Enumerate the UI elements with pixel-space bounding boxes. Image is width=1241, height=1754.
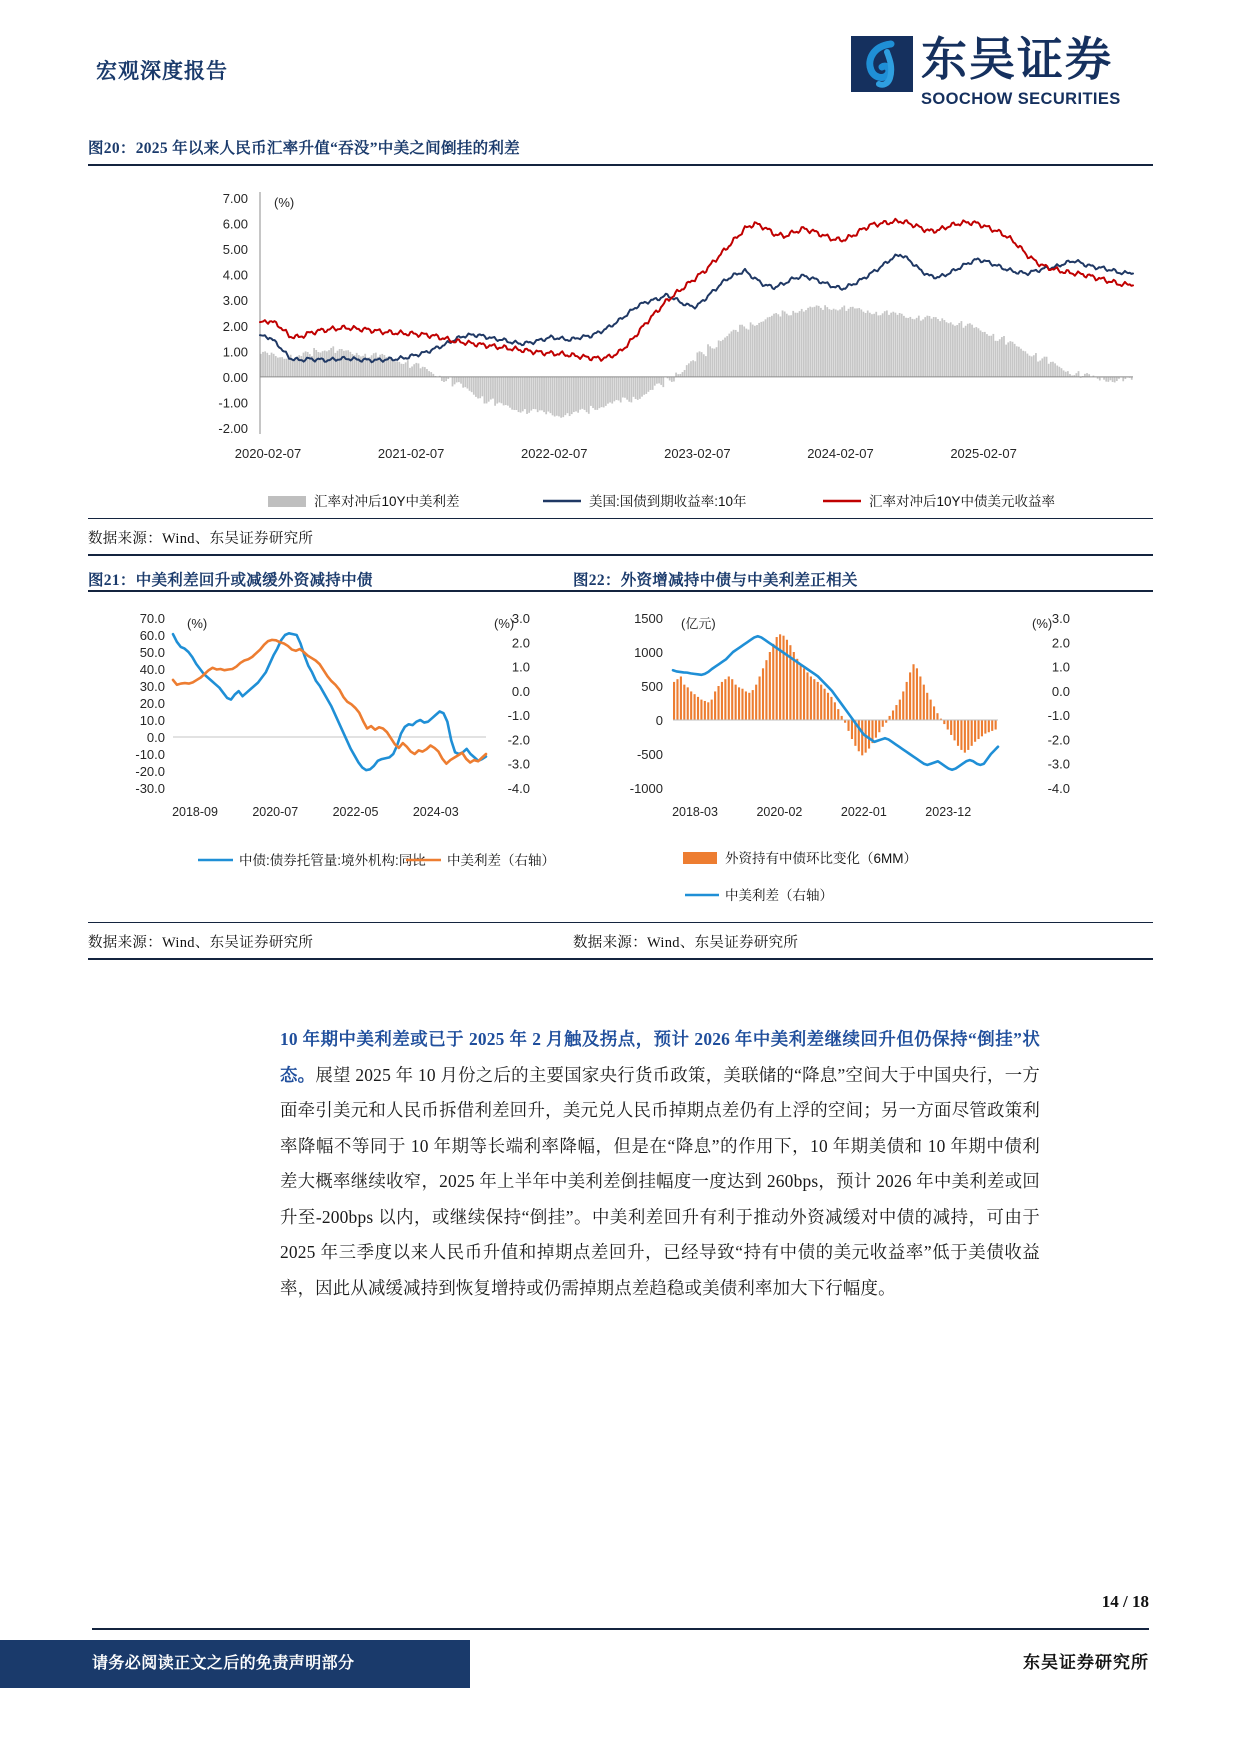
- svg-text:2023-12: 2023-12: [925, 805, 972, 819]
- svg-text:2022-02-07: 2022-02-07: [520, 446, 588, 461]
- svg-text:美国:国债到期收益率:10年: 美国:国债到期收益率:10年: [589, 494, 747, 509]
- figure-20-close-rule: [88, 554, 1153, 556]
- logo-swirl-icon: [857, 38, 909, 90]
- page-header: [0, 0, 1241, 122]
- svg-text:(%): (%): [1032, 616, 1053, 631]
- svg-text:30.0: 30.0: [139, 679, 165, 694]
- figure-21-bottom-rule: [88, 922, 580, 923]
- svg-text:-2.0: -2.0: [1047, 732, 1070, 748]
- company-logo: [851, 36, 1151, 110]
- svg-text:-10.0: -10.0: [135, 747, 165, 762]
- svg-text:10.0: 10.0: [139, 713, 165, 728]
- svg-text:-3.0: -3.0: [507, 756, 530, 772]
- svg-text:0.00: 0.00: [222, 369, 248, 385]
- svg-text:2025-02-07: 2025-02-07: [950, 446, 1017, 461]
- logo-english-name: SOOCHOW SECURITIES: [921, 90, 1121, 108]
- svg-text:60.0: 60.0: [139, 628, 165, 643]
- chart-22-svg: [573, 592, 1153, 922]
- svg-text:中美利差（右轴）: 中美利差（右轴）: [447, 853, 555, 868]
- figure-22-close-rule: [573, 958, 1153, 960]
- svg-text:汇率对冲后10Y中债美元收益率: 汇率对冲后10Y中债美元收益率: [869, 494, 1056, 509]
- figure-21: [88, 568, 580, 960]
- svg-text:0.0: 0.0: [146, 730, 165, 745]
- svg-text:2020-02: 2020-02: [756, 805, 803, 819]
- svg-text:2.00: 2.00: [222, 318, 248, 334]
- svg-text:2024-02-07: 2024-02-07: [807, 446, 874, 461]
- figure-22: [573, 568, 1153, 960]
- svg-text:2018-03: 2018-03: [672, 805, 718, 819]
- svg-text:-1.0: -1.0: [1047, 708, 1070, 724]
- svg-text:20.0: 20.0: [139, 696, 165, 711]
- figure-22-title: 图22：外资增减持中债与中美利差正相关: [573, 572, 858, 589]
- footer-disclaimer-text: 请务必阅读正文之后的免责声明部分: [92, 1655, 355, 1672]
- svg-text:-2.0: -2.0: [507, 732, 530, 748]
- svg-text:2021-02-07: 2021-02-07: [377, 446, 445, 461]
- logo-chinese-name: 东吴证券: [921, 34, 1113, 85]
- chart-20-svg: [88, 166, 1153, 518]
- figure-22-chart: [573, 592, 1153, 922]
- body-paragraph: [280, 1022, 1040, 1306]
- svg-text:2022-05: 2022-05: [332, 805, 379, 819]
- figure-21-title: 图21：中美利差回升或减缓外资减持中债: [88, 572, 373, 589]
- svg-text:2018-09: 2018-09: [172, 805, 218, 819]
- logo-mark-icon: [851, 36, 913, 92]
- svg-text:(%): (%): [494, 616, 515, 631]
- figure-20-title: 图20：2025 年以来人民币汇率升值“吞没”中美之间倒挂的利差: [88, 140, 520, 157]
- svg-text:-2.00: -2.00: [218, 421, 248, 436]
- svg-text:1000: 1000: [634, 645, 663, 660]
- svg-text:4.00: 4.00: [222, 267, 248, 283]
- svg-text:500: 500: [641, 679, 663, 694]
- svg-text:-1.0: -1.0: [507, 708, 530, 724]
- svg-text:-30.0: -30.0: [135, 781, 165, 796]
- svg-text:1.00: 1.00: [222, 344, 248, 360]
- svg-text:0.0: 0.0: [1051, 683, 1070, 699]
- footer-rule: [92, 1628, 1149, 1630]
- svg-text:-4.0: -4.0: [507, 781, 530, 796]
- svg-text:70.0: 70.0: [139, 611, 165, 626]
- svg-text:5.00: 5.00: [222, 242, 248, 258]
- figure-21-close-rule: [88, 958, 580, 960]
- figure-20-source: 数据来源：Wind、东吴证券研究所: [88, 531, 314, 548]
- svg-text:(%): (%): [187, 616, 208, 631]
- svg-text:2023-02-07: 2023-02-07: [664, 446, 731, 461]
- report-type-label: 宏观深度报告: [96, 59, 228, 83]
- svg-text:(亿元): (亿元): [681, 616, 716, 631]
- page-separator: /: [1123, 1592, 1128, 1611]
- svg-text:2024-03: 2024-03: [412, 805, 459, 819]
- footer-institute: 东吴证券研究所: [1023, 1653, 1149, 1672]
- figure-20-chart: [88, 166, 1153, 518]
- chart-21-svg: [88, 592, 580, 922]
- figure-21-source: 数据来源：Wind、东吴证券研究所: [88, 935, 314, 952]
- figure-21-chart: [88, 592, 580, 922]
- svg-text:6.00: 6.00: [222, 216, 248, 232]
- svg-text:-500: -500: [636, 747, 663, 762]
- svg-text:-4.0: -4.0: [1047, 781, 1070, 796]
- svg-text:-1000: -1000: [629, 781, 663, 796]
- svg-text:7.00: 7.00: [222, 191, 248, 206]
- svg-text:3.00: 3.00: [222, 293, 248, 309]
- svg-text:1500: 1500: [634, 611, 663, 626]
- svg-text:-1.00: -1.00: [218, 395, 248, 411]
- figure-22-source: 数据来源：Wind、东吴证券研究所: [573, 935, 799, 952]
- svg-text:1.0: 1.0: [511, 659, 530, 675]
- svg-text:2.0: 2.0: [1051, 635, 1070, 651]
- svg-text:50.0: 50.0: [139, 645, 165, 660]
- svg-text:0.0: 0.0: [511, 683, 530, 699]
- svg-text:2.0: 2.0: [511, 635, 530, 651]
- figure-20-bottom-rule: [88, 518, 1153, 519]
- paragraph-lead: 10 年期中美利差或已于 2025 年 2 月触及拐点，预计 2026 年中美利差继续回升但仍保持“倒挂”状态。: [280, 1029, 1040, 1085]
- page-current: 14: [1101, 1592, 1119, 1611]
- svg-text:-3.0: -3.0: [1047, 756, 1070, 772]
- svg-text:汇率对冲后10Y中美利差: 汇率对冲后10Y中美利差: [314, 494, 460, 509]
- svg-text:(%): (%): [274, 194, 295, 210]
- page-total: 18: [1132, 1592, 1149, 1611]
- svg-text:0: 0: [655, 713, 663, 728]
- svg-text:外资持有中债环比变化（6MM）: 外资持有中债环比变化（6MM）: [725, 851, 917, 866]
- figure-22-bottom-rule: [573, 922, 1153, 923]
- svg-text:-20.0: -20.0: [135, 764, 165, 779]
- svg-text:1.0: 1.0: [1051, 659, 1070, 675]
- paragraph-rest: 展望 2025 年 10 月份之后的主要国家央行货币政策，美联储的“降息”空间大于中国央行，一方面牵引美元和人民币拆借利差回升，美元兑人民币掉期点差仍有上浮的空间；另一方面尽管政策利率降幅不等同于 10 年期等长端利率降幅，但是在“降息”的作用下，10 年期美债和 10 年期中债利差大概率继续收窄，2025 年上半年中美利差倒挂幅度一度达到 260bps，预计 2026 年中美利差或回升至-200bps 以内，或继续保持“倒挂”。中美利差回升有利于推动外资减缓对中债的减持，可由于 2025 年三季度以来人民币升值和掉期点差回升，已经导致“持有中债的美元收益率”低于美债收益率，因此从减缓减持到恢复增持或仍需掉期点差趋稳或美债利率加大下行幅度。: [280, 1064, 1040, 1298]
- svg-text:40.0: 40.0: [139, 662, 165, 677]
- svg-text:3.0: 3.0: [511, 611, 530, 626]
- footer-disclaimer-band: [0, 1640, 470, 1688]
- svg-text:2020-02-07: 2020-02-07: [234, 446, 302, 461]
- svg-text:2022-01: 2022-01: [840, 805, 887, 819]
- svg-text:中债:债券托管量:境外机构:同比: 中债:债券托管量:境外机构:同比: [239, 853, 426, 868]
- svg-text:2020-07: 2020-07: [252, 805, 299, 819]
- svg-text:3.0: 3.0: [1051, 611, 1070, 626]
- page-number: [1102, 1592, 1149, 1612]
- figure-20: [88, 136, 1153, 556]
- svg-text:中美利差（右轴）: 中美利差（右轴）: [725, 888, 833, 903]
